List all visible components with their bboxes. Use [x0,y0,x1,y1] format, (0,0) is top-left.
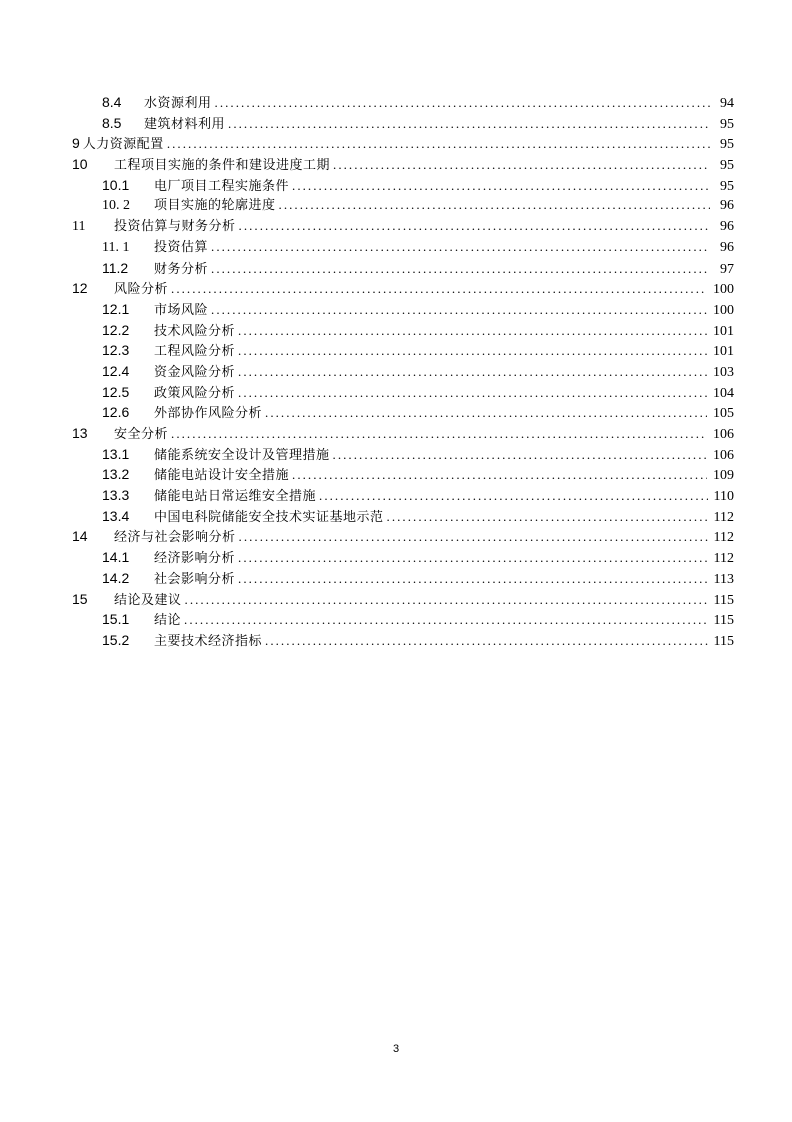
toc-entry-page: 96 [720,198,734,214]
dot-leader [333,445,707,465]
toc-entry[interactable] [72,630,734,651]
dot-leader [238,383,707,403]
toc-entry-title: 储能电站日常运维安全措施 [154,489,317,505]
toc-entry-number: 13.2 [102,466,130,483]
dot-leader [333,155,710,175]
toc-entry-number: 8.4 [102,94,122,110]
toc-entry[interactable] [72,609,734,630]
toc-entry-title: 项目实施的轮廓进度 [154,198,276,214]
toc-entry-page: 113 [713,571,734,587]
toc-entry[interactable] [72,485,734,506]
toc-entry-number: 14.2 [102,569,130,586]
dot-leader [215,93,710,113]
toc-entry-title: 经济与社会影响分析 [114,530,236,546]
toc-entry-number: 14 [72,528,88,545]
toc-entry-title: 政策风险分析 [154,385,236,401]
toc-entry[interactable] [72,402,734,423]
toc-entry-title: 风险分析 [114,282,169,298]
page-number: 3 [392,1043,400,1055]
toc-entry-title: 外部协作风险分析 [154,406,263,422]
toc-entry[interactable] [72,444,734,465]
dot-leader [171,424,707,444]
toc-entry[interactable] [72,423,734,444]
toc-entry-page: 112 [713,530,734,546]
toc-entry[interactable] [72,133,734,154]
toc-entry[interactable] [72,175,734,196]
toc-entry[interactable] [72,299,734,320]
toc-entry-title: 建筑材料利用 [144,116,226,132]
toc-entry-page: 103 [713,364,734,380]
dot-leader [184,610,708,630]
toc-entry-page: 100 [713,302,734,318]
dot-leader [238,362,707,382]
toc-entry[interactable] [72,589,734,610]
toc-entry-title: 资金风险分析 [154,364,236,380]
toc-entry[interactable] [72,154,734,175]
toc-entry-title: 储能系统安全设计及管理措施 [154,447,330,463]
toc-entry-page: 106 [713,447,734,463]
dot-leader [238,341,707,361]
toc-entry-page: 110 [713,489,734,505]
toc-entry-page: 101 [713,323,734,339]
toc-entry-title: 财务分析 [154,261,209,277]
toc-entry[interactable] [72,506,734,527]
toc-entry-title: 安全分析 [114,427,169,442]
toc-entry[interactable] [72,278,734,299]
toc-entry-title: 社会影响分析 [154,571,236,587]
toc-entry-page: 115 [713,613,734,629]
toc-entry-number: 10.1 [102,176,130,193]
toc-entry-number: 8.5 [102,114,122,131]
toc-entry[interactable] [72,237,734,258]
toc-entry-title: 主要技术经济指标 [154,633,263,649]
toc-entry-page: 112 [713,551,734,567]
toc-entry-title: 人力资源配置 [82,137,164,153]
toc-entry-number: 11 [72,219,86,235]
dot-leader [265,403,707,423]
toc-entry[interactable] [72,195,734,216]
dot-leader [239,216,710,237]
toc-entry-number: 12.5 [102,383,130,400]
toc-entry-page: 105 [713,406,734,422]
toc-entry-title: 结论及建议 [114,592,182,608]
toc-entry-title: 投资估算与财务分析 [114,219,236,235]
toc-entry-number: 10 [72,156,88,173]
toc-entry-number: 13 [72,425,88,441]
dot-leader [238,321,707,341]
toc-entry-title: 投资估算 [154,239,209,255]
toc-entry-number: 15.1 [102,611,130,628]
toc-entry-page: 115 [713,592,734,608]
dot-leader [292,465,707,485]
dot-leader [292,176,710,196]
toc-entry-page: 112 [713,509,734,525]
dot-leader [238,569,708,589]
dot-leader [238,548,708,568]
toc-entry-page: 96 [720,239,734,255]
toc-entry-page: 115 [713,633,734,649]
toc-entry-title: 工程项目实施的条件和建设进度工期 [114,158,331,174]
toc-entry-title: 市场风险 [154,302,209,318]
toc-entry-number: 14.1 [102,549,130,566]
dot-leader [211,300,707,320]
toc-entry-title: 水资源利用 [144,96,212,111]
toc-entry-number: 12 [72,280,88,297]
toc-entry-number: 12.1 [102,300,130,317]
toc-entry[interactable] [72,92,734,113]
toc-entry-page: 95 [720,137,734,153]
dot-leader [265,631,708,651]
toc-entry[interactable] [72,216,734,237]
toc-entry-page: 104 [713,385,734,401]
toc-entry[interactable] [72,568,734,589]
toc-entry-number: 10. 2 [102,198,130,214]
dot-leader [228,114,710,134]
toc-entry[interactable] [72,340,734,361]
dot-leader [279,195,710,216]
toc-entry-number: 11. 1 [102,239,130,255]
toc-entry[interactable] [72,464,734,485]
dot-leader [387,507,708,527]
toc-entry-title: 结论 [154,613,182,629]
toc-entry-page: 95 [720,178,734,194]
toc-entry[interactable] [72,320,734,341]
toc-entry-number: 13.1 [102,445,130,462]
toc-entry-title: 储能电站设计安全措施 [154,468,290,484]
toc-entry-page: 101 [713,344,734,360]
toc-entry-number: 13.3 [102,487,130,504]
toc-entry-page: 97 [720,261,734,277]
toc-entry-number: 12.3 [102,342,130,359]
toc-entry[interactable] [72,113,734,134]
dot-leader [319,486,708,506]
toc-entry-page: 95 [720,158,734,174]
toc-entry-number: 9 [72,135,80,152]
dot-leader [239,527,708,547]
dot-leader [185,590,708,610]
dot-leader [211,237,710,258]
toc-entry-number: 15 [72,590,88,607]
toc-entry-page: 109 [713,468,734,484]
toc-entry-page: 106 [713,427,734,442]
table-of-contents [72,92,734,651]
toc-entry-number: 12.6 [102,404,130,421]
toc-entry[interactable] [72,547,734,568]
toc-entry-page: 95 [720,116,734,132]
toc-entry-title: 电厂项目工程实施条件 [154,178,290,194]
toc-entry[interactable] [72,258,734,279]
toc-entry-number: 12.4 [102,362,130,379]
toc-entry-title: 技术风险分析 [154,323,236,339]
toc-entry-title: 工程风险分析 [154,344,236,360]
dot-leader [167,134,710,154]
toc-entry-page: 96 [720,219,734,235]
toc-entry-title: 经济影响分析 [154,551,236,567]
toc-entry[interactable] [72,526,734,547]
toc-entry-number: 15.2 [102,631,130,648]
toc-entry-number: 12.2 [102,321,130,338]
toc-entry-title: 中国电科院储能安全技术实证基地示范 [154,509,384,525]
toc-entry-number: 11.2 [102,259,129,276]
toc-entry[interactable] [72,382,734,403]
toc-entry[interactable] [72,361,734,382]
dot-leader [171,279,707,299]
toc-entry-number: 13.4 [102,507,130,524]
dot-leader [211,259,710,279]
toc-entry-page: 94 [720,96,734,111]
toc-entry-page: 100 [713,282,734,298]
